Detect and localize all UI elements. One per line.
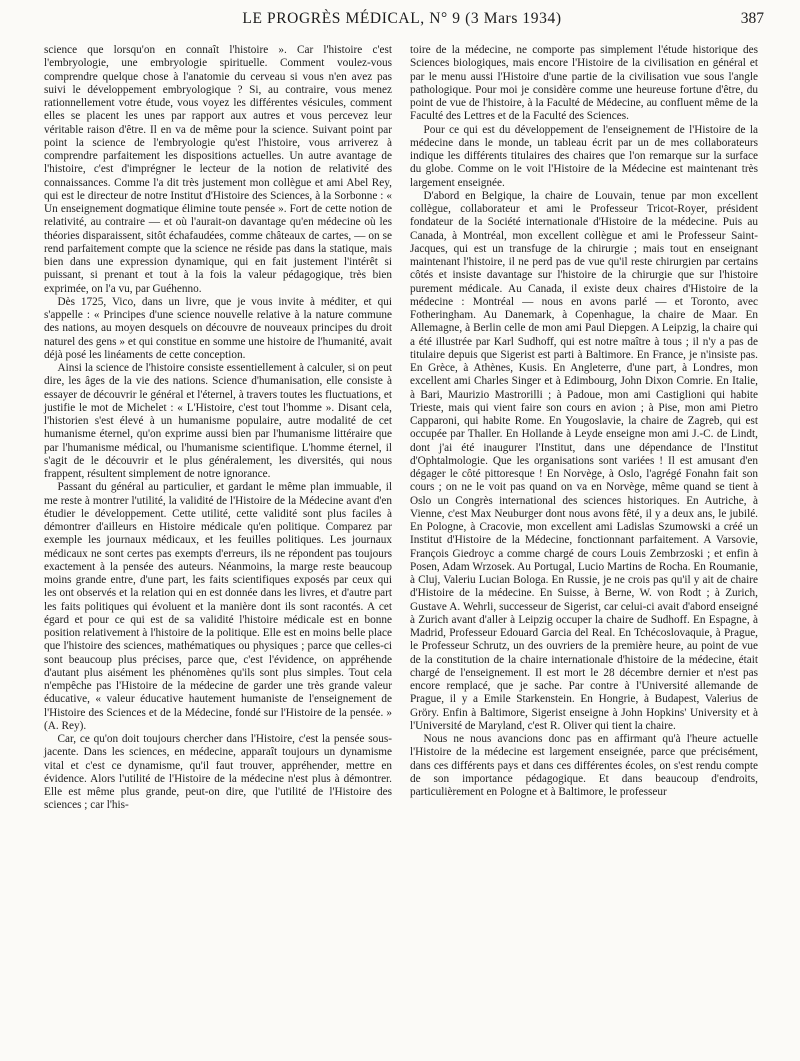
page-number: 387	[740, 10, 764, 27]
paragraph: toire de la médecine, ne comporte pas simplement l'étude historique des Sciences biologiques, mais encore l'Histoire de la civilisation en général et par le menu aussi l'Histoire d'une partie de la civilisation vue sous l'angle pathologique. Pour moi je considère comme une heureuse fortune d'être, du point de vue de l'histoire, à la Faculté de Médecine, au confluent même de la Faculté des Lettres et de la Faculté des Sciences.	[410, 44, 758, 123]
paragraph: D'abord en Belgique, la chaire de Louvain, tenue par mon excellent collègue, collaborateur et ami le Professeur Tricot-Royer, président fondateur de la Société internationale d'Histoire de la médecine. Puis au Canada, à Montréal, mon excellent collègue et ami le Professeur Saint-Jacques, qui est un transfuge de la chirurgie ; mais tout en enseignant maintenant l'histoire, il ne perd pas de vue qu'il reste chirurgien par certains côtés et insiste davantage sur l'histoire de la chirurgie que sur l'histoire purement médicale. Au Canada, il existe deux chaires d'Histoire de la médecine : Montréal — nous en avons parlé — et Toronto, avec Fotheringham. Au Danemark, à Copenhague, la chaire de Maar. En Allemagne, à Berlin celle de mon ami Paul Diepgen. A Leipzig, la chaire qui a été illustrée par Karl Sudhoff, qui est notre maître à tous ; il n'y a pas de titulaire depuis que Sigerist est parti à Baltimore. En France, je n'insiste pas. En Grèce, à Athènes, Kusis. En Angleterre, d'une part, à Londres, mon excellent ami Charles Singer et à Edimbourg, John Dixon Comrie. En Italie, à Bari, Maurizio Mastrorilli ; à Padoue, mon ami Castiglioni qui habite Trieste, mais qui vient faire son cours en avion ; à Pise, mon ami Pietro Capparoni, qui habite Rome. En Yougoslavie, la chaire de Zagreb, qui est occupée par Thaller. En Hollande à Leyde enseigne mon ami J.-C. de Lindt, dont j'ai été inaugurer l'Institut, dans une dépendance de l'Institut d'Ophtalmologie. Que les organisations sont variées ! Il est amusant d'en dégager le côté pittoresque ! En Norvège, à Oslo, l'agrégé Fonahn fait son cours ; on ne le voit pas quand on va en Norvège, même quand se tient à Oslo un Congrès international des sciences historiques. En Autriche, à Vienne, c'est Max Neuburger dont nous avons fêté, il y a deux ans, le jubilé. En Pologne, à Cracovie, mon excellent ami Ladislas Szumowski a créé un Institut d'Histoire de la Médecine, fonctionnant parfaitement. A Varsovie, François Giedroyc a comme chargé de cours Louis Zembrzoski ; et enfin à Posen, Adam Wrzosek. Au Portugal, Lucio Martins de Rocha. En Roumanie, à Cluj, Valeriu Lucian Bologa. En Russie, je ne crois pas qu'il y ait de chaire d'Histoire de la médecine. En Suisse, à Berne, W. von Rodt ; à Zurich, Gustave A. Wehrli, successeur de Sigerist, car celui-ci avait d'abord enseigné à Zurich avant d'aller à Leipzig occuper la chaire de Sudhoff. En Espagne, à Madrid, Professeur Edouard Garcia del Real. En Tchécoslovaquie, à Prague, le Professeur Schrutz, un des ouvriers de la première heure, au point de vue de la constitution de la chaire internationale d'histoire de la médecine, était chargé de l'enseignement. Il est mort le 28 décembre dernier et n'est pas encore remplacé, que je sache. Par contre à l'Université allemande de Prague, il y a Emile Starkenstein. En Hongrie, à Budapest, Valerius de Gröry. Enfin à Baltimore, Sigerist enseigne à John Hopkins' University et à l'Université de Maryland, c'est R. Oliver qui tient la chaire.	[410, 189, 758, 732]
running-title: LE PROGRÈS MÉDICAL, N° 9 (3 Mars 1934)	[242, 10, 562, 27]
right-column	[410, 44, 758, 799]
paragraph: Car, ce qu'on doit toujours chercher dans l'Histoire, c'est la pensée sous-jacente. Dans les sciences, en médecine, apparaît toujours un dynamisme vital et c'est ce dynamisme, qu'il faut trouver, appréhender, mettre en évidence. Alors l'utilité de l'Histoire de la médecine n'est plus à démontrer. Elle est même plus grande, peut-on dire, que l'utilité de l'Histoire des sciences ; car l'his-	[44, 733, 392, 812]
paragraph: Ainsi la science de l'histoire consiste essentiellement à calculer, si on peut dire, les âges de la vie des nations. Science d'humanisation, elle consiste à essayer de découvrir le général et l'éternel, à travers toutes les fluctuations, et justifie le mot de Michelet : « L'Histoire, c'est tout l'homme ». Disant cela, l'historien s'est élevé à un humanisme populaire, autre modalité de cet humanisme éternel, qu'on exprime aussi bien par l'humanisme littéraire que par l'humanisme médical, ou l'humanisme scientifique. L'homme éternel, il s'agit de le découvrir et le plus généralement, les diversités, qui nous frappent, résultent simplement de notre ignorance.	[44, 362, 392, 480]
paragraph: science que lorsqu'on en connaît l'histoire ». Car l'histoire c'est l'embryologie, une embryologie spirituelle. Comment voulez-vous comprendre quelque chose à l'anatomie du cerveau si vous n'en avez pas suivi le développement embryologique ? Si, au contraire, vous menez rationnellement votre étude, vous voyez les différentes vésicules, comment elles se placent les unes par rapport aux autres et vous percevez leur véritable raison d'être. Il en va de même pour la science. Suivant point par point la science de l'embryologie qu'est l'histoire, vous arriverez à comprendre parfaitement les dispositions actuelles. Un autre avantage de l'histoire, c'est d'imprégner le lecteur de la notion de relativité des connaissances. Comme l'a dit très justement mon collègue et ami Abel Rey, qui est le directeur de notre Institut d'Histoire des Sciences, à la Sorbonne : « Un enseignement dogmatique élimine toute pensée ». Fort de cette notion de relativité, au contraire — et où l'aurait-on davantage qu'en médecine où les théories disparaissent, sitôt échafaudées, comme châteaux de cartes, — on se rend parfaitement compte que la science ne réside pas dans la statique, mais bien dans une expression dynamique, qui en fait justement l'intérêt si puissant, si prenant et tout à la fois la valeur pédagogique, très bien exprimée, on l'a vu, par Guéhenno.	[44, 44, 392, 295]
paragraph: Nous ne nous avancions donc pas en affirmant qu'à l'heure actuelle l'Histoire de la médecine est largement enseignée, parce que précisément, dans ces différents pays et dans ces différentes écoles, on s'est rendu compte de son importance pédagogique. Et dans beaucoup d'endroits, particulièrement en Pologne et à Baltimore, le professeur	[410, 733, 758, 798]
paragraph: Dès 1725, Vico, dans un livre, que je vous invite à méditer, et qui s'appelle : « Principes d'une science nouvelle relative à la nature commune des nations, au moyen desquels on découvre de nouveaux principes du droit naturel des gens » et qui constitue en somme une histoire de l'humanité, avait déjà posé les linéaments de cette conception.	[44, 295, 392, 361]
left-column	[44, 44, 392, 813]
paragraph: Passant du général au particulier, et gardant le même plan immuable, il me reste à montrer l'utilité, la validité de l'Histoire de la Médecine avant d'en étudier le développement. Cette utilité, cette validité sont plus faciles à démontrer d'ailleurs en Histoire médicale qu'en politique. Comparez par exemple les journaux médicaux, et les feuilles politiques. Les journaux médicaux ne sont certes pas exempts d'erreurs, ils ne répondent pas toujours exactement à la pensée des auteurs. Néanmoins, la marge reste beaucoup moins grande entre, d'une part, les faits scientifiques exposés par ceux qui les ont observés et la relation qui en est donnée dans les livres, et d'autre part les faits politiques qui évoluent et la manière dont ils sont racontés. A cet égard et pour ce qui est de sa validité l'histoire médicale est en bonne position relativement à l'histoire de la politique. Elle est en moins belle place que l'histoire des sciences, mathématiques ou physiques ; parce que celles-ci sont beaucoup plus précises, parce que, c'est l'évidence, on appréhende d'autant plus aisément les phénomènes qu'ils sont plus simples. Tout cela n'empêche pas l'Histoire de la médecine de garder une très grande valeur éducative, « valeur éducative hautement humaniste de l'enseignement de l'Histoire des Sciences et de la Médecine, fondé sur l'Histoire de la pensée. » (A. Rey).	[44, 481, 392, 732]
paragraph: Pour ce qui est du développement de l'enseignement de l'Histoire de la médecine dans le monde, un tableau écrit par un de mes collaborateurs indique les différents titulaires des chaires que l'on remarque sur la surface du globe. Comme on le voit l'Histoire de la Médecine est maintenant très largement enseignée.	[410, 123, 758, 189]
page-header	[40, 8, 764, 30]
